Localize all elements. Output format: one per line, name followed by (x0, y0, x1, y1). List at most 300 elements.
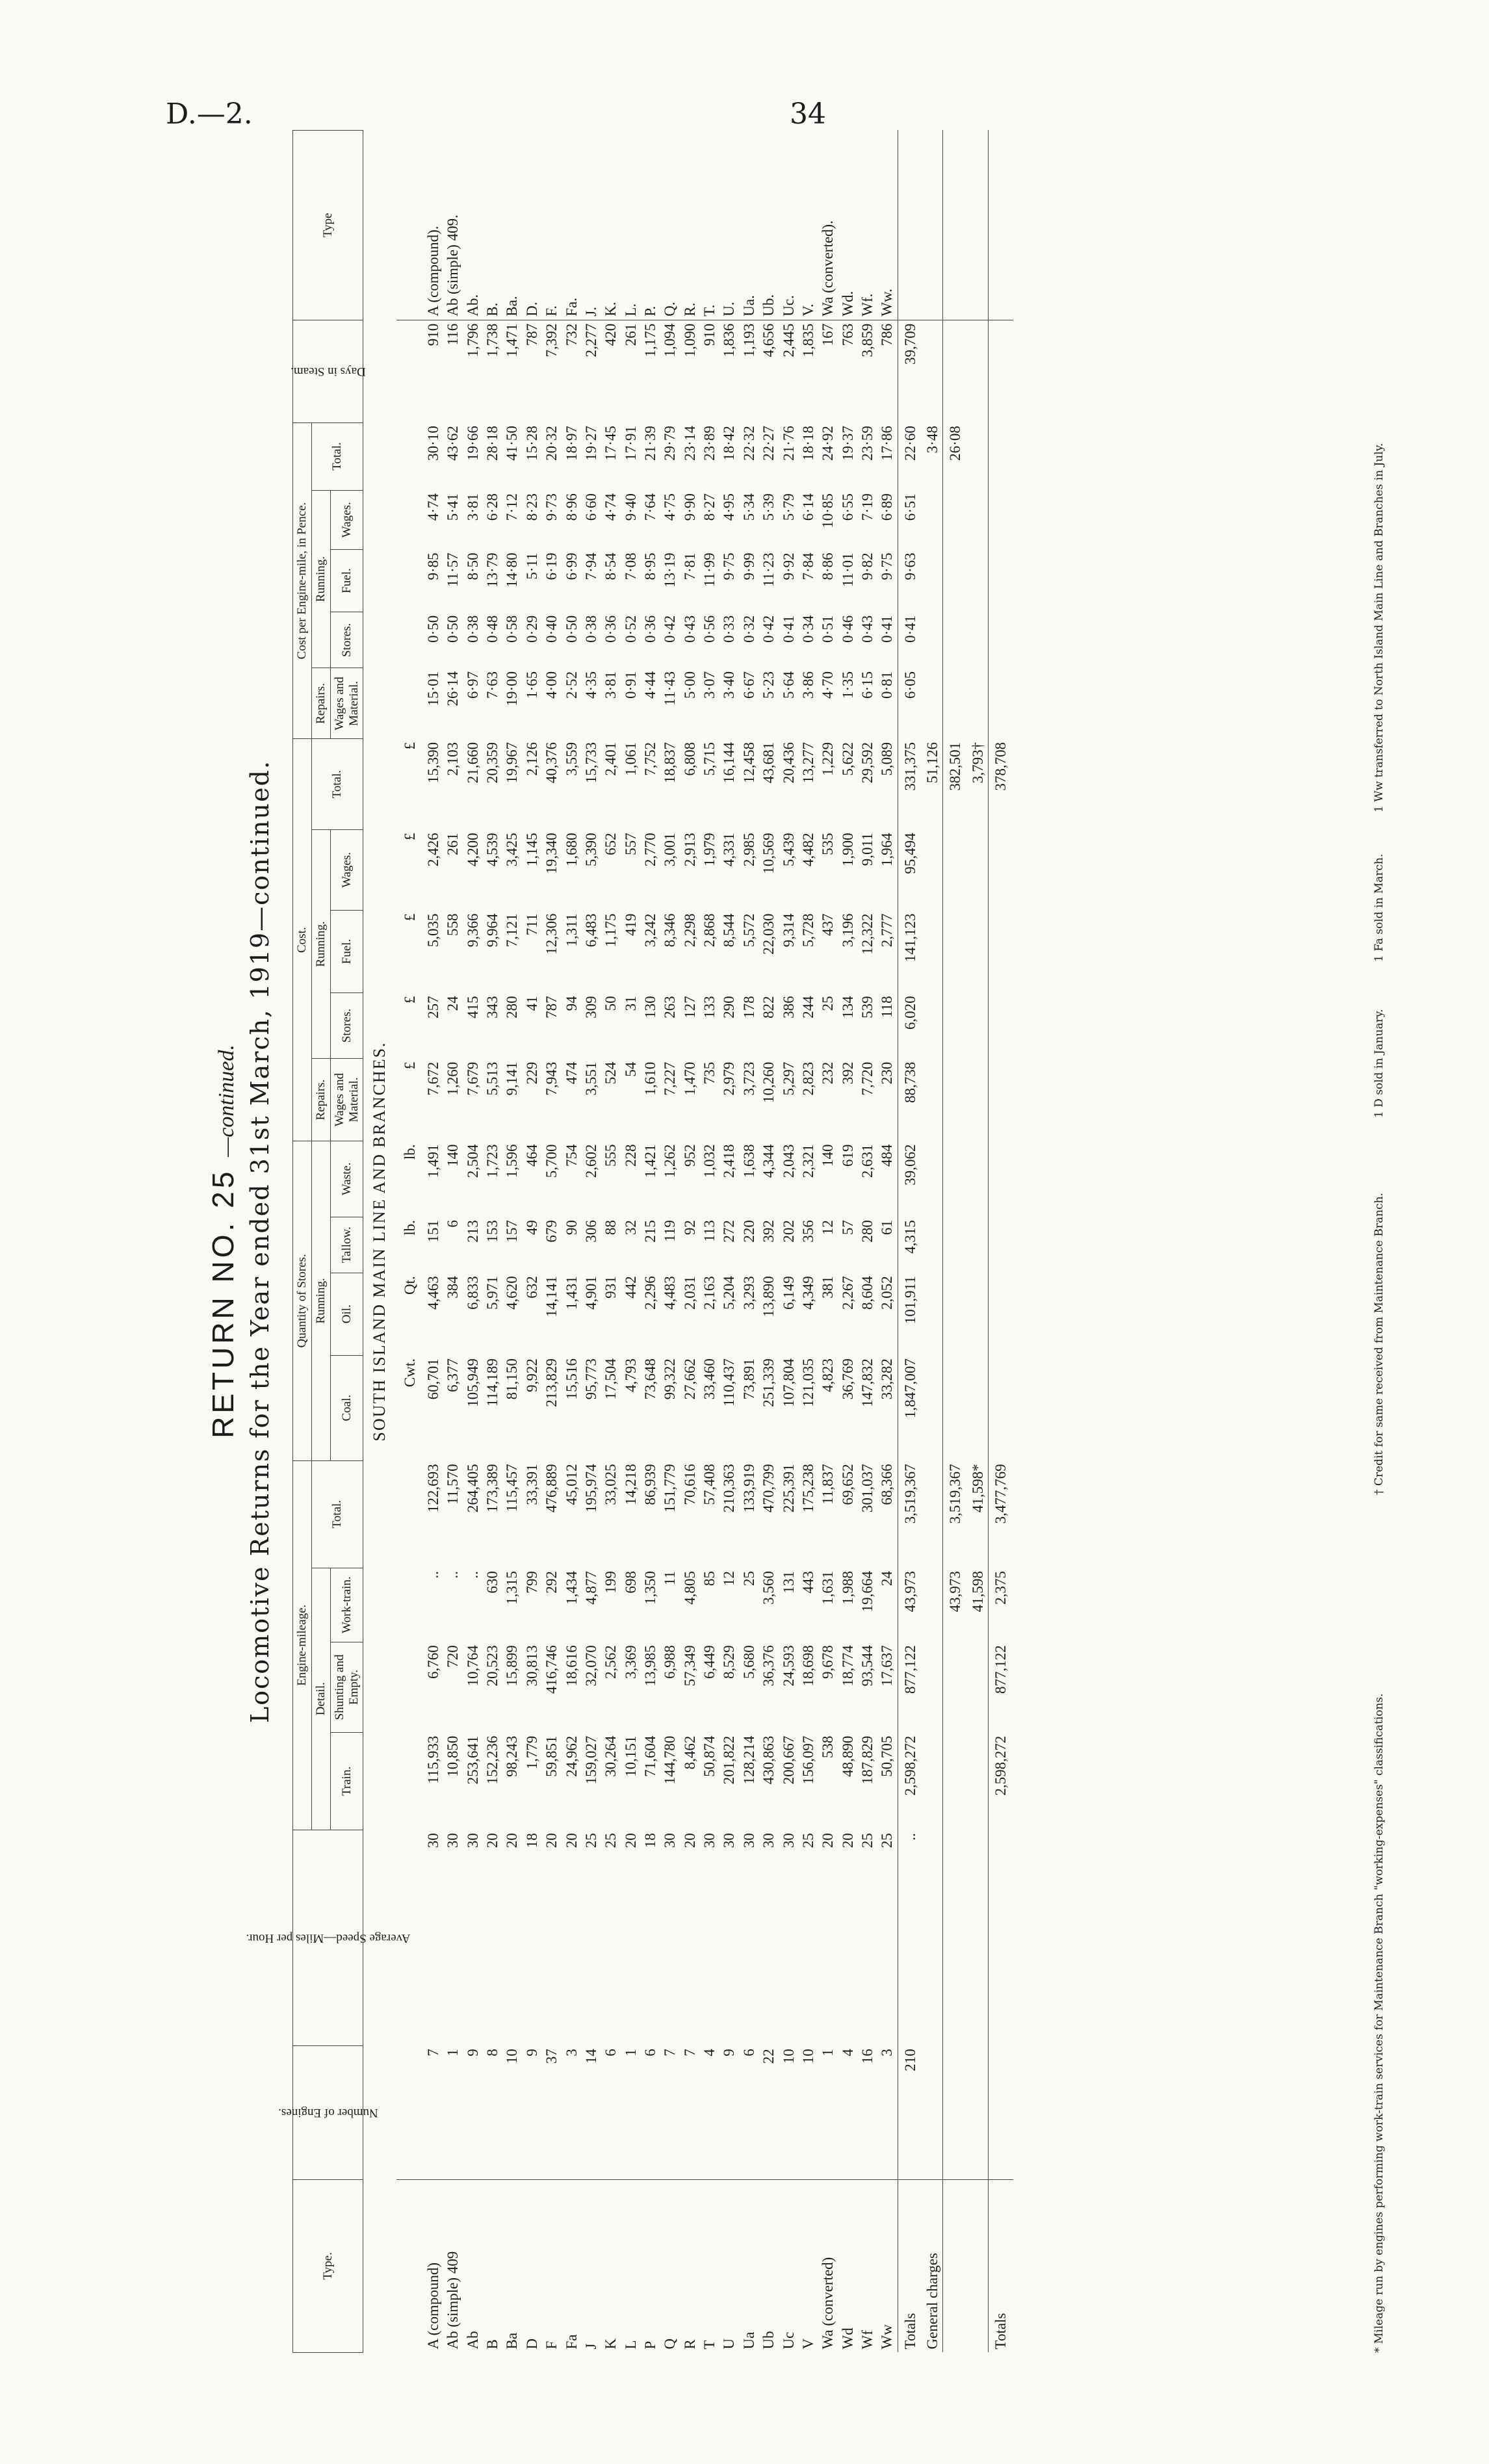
cell-wag: 10,569 (760, 833, 777, 874)
cell-psto: 0·40 (543, 615, 560, 643)
cell-was: 1,032 (701, 1144, 718, 1178)
cell-sto: 50 (602, 996, 619, 1011)
cell-psto: 0·41 (879, 615, 896, 643)
table-row (779, 131, 799, 2353)
cell-pwag: 4·95 (721, 493, 738, 521)
cell-n: 14 (582, 2049, 599, 2064)
cell-rtype: Fa. (562, 131, 582, 320)
cell-ptot: 19·27 (582, 426, 599, 461)
cell-days: 116 (445, 323, 461, 346)
cell-tal (968, 1217, 989, 1273)
cell-wk: 85 (701, 1571, 718, 1587)
cell-days: 1,471 (504, 323, 521, 357)
cell-tr: 152,236 (484, 1735, 501, 1785)
cell-oil: 13,890 (760, 1276, 777, 1317)
col-cost-stores: Stores. (330, 992, 363, 1058)
table-row (641, 131, 660, 2353)
cell-was: 619 (839, 1144, 856, 1167)
cell-pfuel: 9·82 (859, 552, 875, 580)
col-engine-mileage: Engine-mileage. (293, 1460, 312, 1830)
cell-pwag: 8·27 (701, 493, 718, 521)
cell-fuel: 12,322 (859, 913, 875, 955)
cell-tal: 32 (622, 1220, 639, 1236)
cell-fuel: 141,123 (898, 911, 923, 993)
table-row (759, 131, 779, 2353)
cell-oil: 931 (602, 1276, 619, 1299)
cell-oil: 3,293 (740, 1276, 757, 1310)
cell-wag: 261 (445, 833, 461, 855)
cell-psto (989, 612, 1014, 668)
cell-ptot: 18·97 (563, 426, 580, 461)
cell-ptot: 19·66 (464, 426, 481, 461)
cell-coal: 27,662 (681, 1358, 698, 1400)
cell-sh: 57,349 (681, 1645, 698, 1687)
cell-sh: 20,523 (484, 1645, 501, 1687)
cell-tal: 272 (721, 1220, 738, 1243)
cell-days: 1,738 (484, 323, 501, 357)
cell-n: 1 (820, 2049, 836, 2056)
cell-sto: 6,020 (898, 992, 923, 1058)
cell-pwag: 4·74 (602, 493, 619, 521)
cell-prep: 4·00 (543, 671, 560, 699)
unit-tallow: lb. (401, 1220, 418, 1236)
cell-tal: 153 (484, 1220, 501, 1243)
cell-n: 8 (484, 2049, 501, 2056)
cell-rep: 7,720 (859, 1061, 875, 1096)
col-cost-total: Total. (311, 739, 363, 829)
cell-ct: 18,837 (662, 742, 679, 784)
cell-wk: 25 (740, 1571, 757, 1587)
cell-ptot: 15·28 (523, 426, 540, 461)
footnote-fa-sold: 1 Fa sold in March. (1373, 853, 1386, 962)
cell-was (943, 1141, 968, 1217)
cell-fuel: 8,346 (662, 913, 679, 948)
cell-tal (989, 1217, 1014, 1273)
cell-tot: 301,037 (859, 1464, 875, 1513)
cell-ptot: 21·76 (780, 426, 797, 461)
cell-n: 210 (898, 2045, 923, 2179)
col-cost-per-mile: Cost per Engine-mile, in Pence. (293, 422, 312, 739)
cell-ptot (968, 422, 989, 490)
cell-sto: 309 (582, 996, 599, 1018)
cell-tot: 41,598* (969, 1464, 986, 1513)
cell-rep: 2,979 (721, 1061, 738, 1096)
cell-type: Ba (502, 2179, 522, 2352)
cell-wk: .. (464, 1571, 481, 1579)
cell-prep: 3·40 (721, 671, 738, 699)
cell-was: 1,638 (740, 1144, 757, 1178)
cell-sh: 18,774 (839, 1645, 856, 1687)
cell-sp: 30 (780, 1833, 797, 1848)
cell-wag: 3,425 (504, 833, 521, 867)
cell-pwag: 7·64 (642, 493, 658, 521)
table-row (818, 131, 838, 2353)
cell-fuel: 437 (820, 913, 836, 937)
cell-tal: 88 (602, 1220, 619, 1236)
cell-tr: 98,243 (504, 1735, 521, 1777)
cell-coal: 81,150 (504, 1358, 521, 1400)
cell-sp: 25 (582, 1833, 599, 1848)
cell-sto: 118 (879, 996, 896, 1018)
cell-pfuel: 13·19 (662, 552, 679, 588)
cell-was: 39,062 (898, 1141, 923, 1217)
cell-was (989, 1141, 1014, 1217)
cell-wag: 4,331 (721, 833, 738, 867)
cell-type: Totals (898, 2179, 923, 2352)
cell-sto: 386 (780, 996, 797, 1018)
cell-tr: 48,890 (839, 1735, 856, 1777)
cell-sp: 20 (563, 1833, 580, 1848)
cell-days: 2,445 (780, 323, 797, 357)
cell-fuel: 5,572 (740, 913, 757, 948)
cell-sto: 787 (543, 996, 560, 1018)
cell-oil: 2,296 (642, 1276, 658, 1310)
table-row (877, 131, 898, 2353)
cell-rtype (923, 131, 943, 320)
cell-coal: 4,823 (820, 1358, 836, 1392)
cell-pfuel: 9·63 (898, 549, 923, 612)
cell-pfuel: 5·11 (523, 552, 540, 580)
cell-oil (989, 1273, 1014, 1355)
cell-fuel: 8,544 (721, 913, 738, 948)
cell-rtype: Wd. (838, 131, 858, 320)
cell-tal: 92 (681, 1220, 698, 1236)
cell-days: 3,859 (859, 323, 875, 357)
cell-fuel: 2,298 (681, 913, 698, 948)
cell-oil (923, 1273, 943, 1355)
table-body (363, 131, 1014, 2353)
cell-coal: 213,829 (543, 1358, 560, 1407)
cell-oil: 4,483 (662, 1276, 679, 1310)
cell-prep: 2·52 (563, 671, 580, 699)
cell-sto: 24 (445, 996, 461, 1011)
cell-ct: 29,592 (859, 742, 875, 784)
cell-pwag (989, 490, 1014, 549)
cell-tr: 10,850 (445, 1735, 461, 1777)
cell-pfuel: 9·92 (780, 552, 797, 580)
cell-days (923, 320, 943, 422)
cell-sh: 6,449 (701, 1645, 718, 1679)
cell-ct: 15,733 (582, 742, 599, 784)
page-number: 34 (790, 97, 826, 131)
cell-sp: 30 (425, 1833, 442, 1848)
cell-oil: 632 (523, 1276, 540, 1299)
cell-sto: 257 (425, 996, 442, 1018)
cell-n (968, 2045, 989, 2179)
cell-sto (989, 992, 1014, 1058)
cell-pwag: 9·40 (622, 493, 639, 521)
cell-sh: 416,746 (543, 1645, 560, 1694)
cell-oil: 101,911 (898, 1273, 923, 1355)
cell-pfuel: 11·01 (839, 552, 856, 588)
cell-ct: 51,126 (924, 742, 941, 784)
cell-coal: 105,949 (464, 1358, 481, 1407)
cell-was: 1,421 (642, 1144, 658, 1178)
cell-tot: 476,889 (543, 1464, 560, 1513)
cell-rep: 54 (622, 1061, 639, 1077)
col-cost-wages: Wages. (330, 829, 363, 910)
table-row (562, 131, 582, 2353)
cell-sto: 94 (563, 996, 580, 1011)
cell-rtype: Ua. (740, 131, 759, 320)
cell-coal: 121,035 (799, 1358, 816, 1407)
cell-psto: 0·36 (602, 615, 619, 643)
cell-n: 6 (602, 2049, 619, 2056)
cell-rtype: K. (601, 131, 621, 320)
cell-was: 2,321 (799, 1144, 816, 1178)
cell-tal: 119 (662, 1220, 679, 1242)
final-totals-row (989, 131, 1014, 2353)
cell-was: 2,504 (464, 1144, 481, 1178)
cell-wag: 5,439 (780, 833, 797, 867)
cell-tr: 159,027 (582, 1735, 599, 1785)
table-row (660, 131, 680, 2353)
cell-rtype: V. (799, 131, 818, 320)
cell-oil: 384 (445, 1276, 461, 1299)
cell-was: 464 (523, 1144, 540, 1167)
cell-fuel: 5,728 (799, 913, 816, 948)
cell-psto: 0·46 (839, 615, 856, 643)
cell-n: 9 (464, 2049, 481, 2056)
cell-prep: 0·81 (879, 671, 896, 699)
cell-sto: 539 (859, 996, 875, 1018)
cell-wk: 1,350 (642, 1571, 658, 1605)
cell-sp: .. (898, 1830, 923, 2045)
cell-sp: 18 (523, 1833, 540, 1848)
cell-sp: 20 (504, 1833, 521, 1848)
cell-coal: 9,922 (523, 1358, 540, 1392)
cell-coal (989, 1355, 1014, 1460)
cell-days: 167 (820, 323, 836, 346)
cell-prep: 4·70 (820, 671, 836, 699)
cell-tr: 2,598,272 (898, 1733, 923, 1830)
cell-sto (943, 992, 968, 1058)
cell-fuel: 9,366 (464, 913, 481, 948)
cell-ct: 2,103 (445, 742, 461, 776)
cell-coal: 33,282 (879, 1358, 896, 1400)
cell-n: 7 (425, 2049, 442, 2056)
cell-pfuel: 11·99 (701, 552, 718, 588)
col-number-engines: Number of Engines. (293, 2045, 363, 2179)
cell-pfuel (968, 549, 989, 612)
cell-tr (968, 1733, 989, 1830)
cell-type: J (582, 2179, 601, 2352)
cell-tal: 49 (523, 1220, 540, 1236)
cell-sto: 134 (839, 996, 856, 1018)
cell-ct: 5,089 (879, 742, 896, 776)
cell-sh: 2,562 (602, 1645, 619, 1679)
cell-wag: 3,001 (662, 833, 679, 867)
cell-coal: 110,437 (721, 1358, 738, 1407)
cell-coal (968, 1355, 989, 1460)
col-cost-running: Running. (311, 829, 330, 1058)
cell-sh: 10,764 (464, 1645, 481, 1687)
cell-type: V (799, 2179, 818, 2352)
table-row (601, 131, 621, 2353)
cell-pfuel: 9·99 (740, 552, 757, 580)
cell-coal: 60,701 (425, 1358, 442, 1400)
cell-rep: 392 (839, 1061, 856, 1085)
cell-tr: 50,874 (701, 1735, 718, 1777)
cell-wag: 95,494 (898, 829, 923, 910)
cell-tot: 68,366 (879, 1464, 896, 1505)
cell-tr: 71,604 (642, 1735, 658, 1777)
cell-days: 787 (523, 323, 540, 346)
col-type: Type. (293, 2179, 363, 2352)
cell-oil: 14,141 (543, 1276, 560, 1317)
cell-n: 1 (445, 2049, 461, 2056)
cell-prep: 15·01 (425, 671, 442, 707)
cell-tot: 195,974 (582, 1464, 599, 1513)
cell-type: A (compound) (420, 2179, 443, 2352)
cell-rtype: T. (700, 131, 719, 320)
cell-n: 22 (760, 2049, 777, 2064)
cell-pwag: 9·73 (543, 493, 560, 521)
cell-tot: 33,025 (602, 1464, 619, 1505)
cell-pfuel: 7·81 (681, 552, 698, 580)
cell-pwag: 4·74 (425, 493, 442, 521)
cell-prep: 1·65 (523, 671, 540, 699)
cell-days: 1,835 (799, 323, 816, 357)
cell-wag: 5,390 (582, 833, 599, 867)
cell-ptot: 24·92 (820, 426, 836, 461)
rotated-table-page (195, 130, 1404, 2353)
cell-sto: 127 (681, 996, 698, 1018)
cell-days: 1,796 (464, 323, 481, 357)
cell-sp: 25 (799, 1833, 816, 1848)
cell-psto: 0·42 (662, 615, 679, 643)
cell-type: Ab (simple) 409 (443, 2179, 463, 2352)
cell-psto: 0·58 (504, 615, 521, 643)
cell-sp: 30 (740, 1833, 757, 1848)
cell-sp (943, 1830, 968, 2045)
cell-oil: 2,052 (879, 1276, 896, 1310)
cell-rep: 1,260 (445, 1061, 461, 1096)
cell-sh: 6,760 (425, 1645, 442, 1679)
unit-waste: lb. (401, 1144, 418, 1160)
cell-pwag: 3·81 (464, 493, 481, 521)
cell-rtype: J. (582, 131, 601, 320)
cell-tot: 264,405 (464, 1464, 481, 1513)
cell-rtype: Ba. (502, 131, 522, 320)
cell-prep: 6·15 (859, 671, 875, 699)
cell-pwag (943, 490, 968, 549)
cell-tr: 30,264 (602, 1735, 619, 1777)
cell-n: 6 (740, 2049, 757, 2056)
cell-type: P (641, 2179, 660, 2352)
cell-oil: 442 (622, 1276, 639, 1299)
cell-sh: 5,680 (740, 1645, 757, 1679)
cell-pfuel: 7·94 (582, 552, 599, 580)
cell-wag: 1,979 (701, 833, 718, 867)
cell-prep: 1·35 (839, 671, 856, 699)
cell-ptot: 41·50 (504, 426, 521, 461)
cell-prep (943, 668, 968, 739)
cell-fuel (968, 911, 989, 993)
cell-type: R (680, 2179, 700, 2352)
cell-psto: 0·43 (859, 615, 875, 643)
cell-pwag (968, 490, 989, 549)
cell-sto: 244 (799, 996, 816, 1018)
cell-was (923, 1141, 943, 1217)
cell-pfuel: 7·84 (799, 552, 816, 580)
cell-tr: 8,462 (681, 1735, 698, 1770)
cell-sh (943, 1642, 968, 1732)
cell-pfuel: 9·85 (425, 552, 442, 580)
cell-days: 763 (839, 323, 856, 346)
cell-n: 3 (879, 2049, 896, 2056)
cell-tot: 11,837 (820, 1464, 836, 1505)
unit-oil: Qt. (401, 1276, 418, 1295)
col-detail: Detail. (311, 1568, 330, 1830)
cell-coal: 73,891 (740, 1358, 757, 1400)
cell-wk: 1,315 (504, 1571, 521, 1605)
footnote-d-sold: 1 D sold in January. (1373, 1009, 1386, 1118)
cell-ct: 13,277 (799, 742, 816, 784)
cell-pfuel (989, 549, 1014, 612)
cell-type: Wa (converted) (818, 2179, 838, 2352)
cell-tal: 151 (425, 1220, 442, 1243)
cell-tot: 45,012 (563, 1464, 580, 1505)
cell-sp: 20 (484, 1833, 501, 1848)
cell-sp: 30 (464, 1833, 481, 1848)
cell-wk: 24 (879, 1571, 896, 1587)
cell-pfuel: 6·99 (563, 552, 580, 580)
cell-ct: 2,401 (602, 742, 619, 776)
cell-sh: 36,376 (760, 1645, 777, 1687)
cell-fuel (943, 911, 968, 993)
cell-coal: 1,847,007 (898, 1355, 923, 1460)
cell-psto (968, 612, 989, 668)
cell-pwag: 8·23 (523, 493, 540, 521)
cell-wag: 1,145 (523, 833, 540, 867)
cell-prep: 4·35 (582, 671, 599, 699)
cell-ct: 7,752 (642, 742, 658, 776)
cell-tal: 4,315 (898, 1217, 923, 1273)
cell-rep: 230 (879, 1061, 896, 1085)
cell-rtype: Wf. (858, 131, 877, 320)
cell-psto: 0·48 (484, 615, 501, 643)
cell-ct: 21,660 (464, 742, 481, 784)
cell-type (968, 2179, 989, 2352)
cell-prep: 3·86 (799, 671, 816, 699)
cell-rtype: U. (719, 131, 739, 320)
cell-n: 7 (662, 2049, 679, 2056)
cell-ptot: 29·79 (662, 426, 679, 461)
cell-rtype: Ab (simple) 409. (443, 131, 463, 320)
cell-sh: 720 (445, 1645, 461, 1668)
cell-tal: 220 (740, 1220, 757, 1243)
col-pm-repairs: Repairs. (311, 668, 330, 739)
cell-oil: 8,604 (859, 1276, 875, 1310)
cell-rtype: A (compound). (420, 131, 443, 320)
cell-days: 732 (563, 323, 580, 346)
cell-tal: 57 (839, 1220, 856, 1236)
col-cost: Cost. (293, 739, 312, 1141)
cell-type: Ab (463, 2179, 483, 2352)
cell-rep: 524 (602, 1061, 619, 1085)
cell-sp: 30 (445, 1833, 461, 1848)
cell-wk: 43,973 (943, 1568, 968, 1642)
cell-psto: 0·36 (642, 615, 658, 643)
cell-wag: 557 (622, 833, 639, 855)
cell-type: Ua (740, 2179, 759, 2352)
cell-ptot: 18·18 (799, 426, 816, 461)
cell-n: 9 (523, 2049, 540, 2056)
cell-tot: 70,616 (681, 1464, 698, 1505)
cell-was: 1,723 (484, 1144, 501, 1178)
cell-sh: 93,544 (859, 1645, 875, 1687)
